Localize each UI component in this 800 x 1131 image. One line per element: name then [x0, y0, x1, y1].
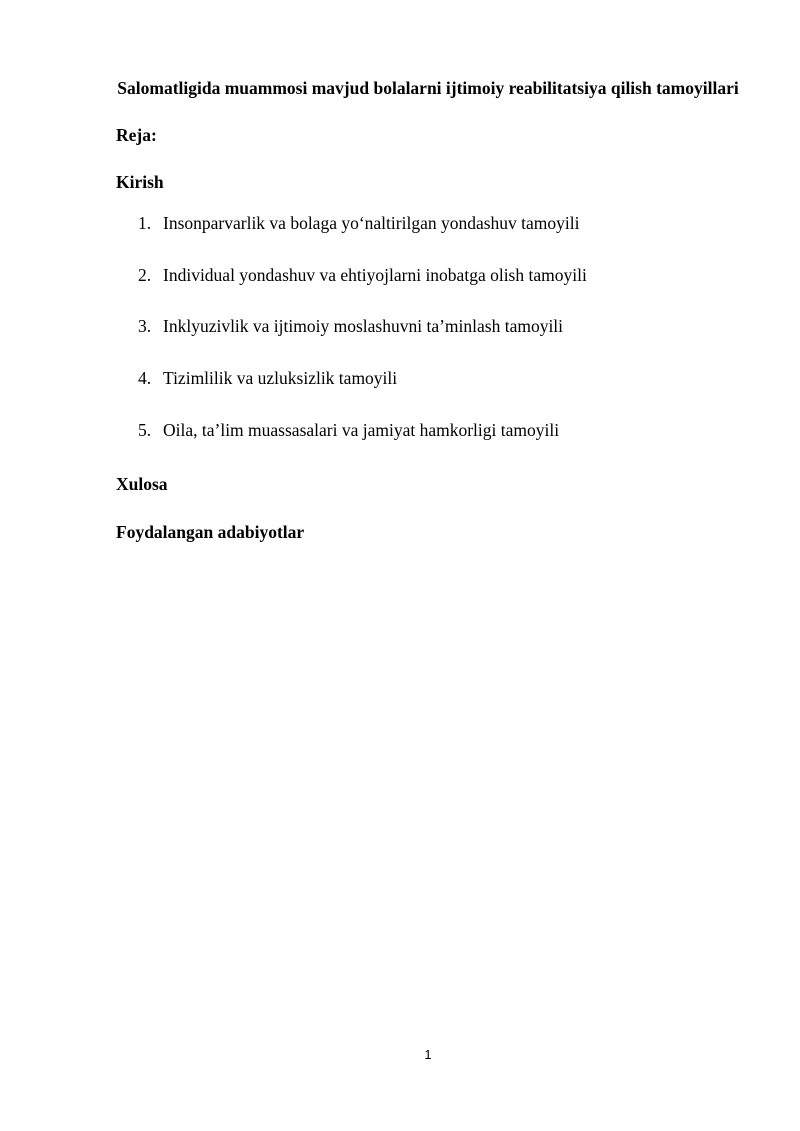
- list-item-text: Inklyuzivlik va ijtimoiy moslashuvni ta’minlash tamoyili: [163, 316, 564, 336]
- list-item-number: 3.: [138, 316, 152, 336]
- list-item-text: Individual yondashuv va ehtiyojlarni inobatga olish tamoyili: [163, 265, 587, 285]
- list-item-text: Tizimlilik va uzluksizlik tamoyili: [163, 368, 398, 388]
- section-references: Foydalangan adabiyotlar: [116, 522, 305, 542]
- page-number: 1: [424, 1047, 432, 1062]
- plan-list-item: [138, 367, 397, 389]
- plan-list-item: [138, 212, 580, 234]
- list-item-number: 2.: [138, 265, 152, 285]
- plan-list-item: [138, 264, 587, 286]
- list-item-text: Insonparvarlik va bolaga yo‘naltirilgan yondashuv tamoyili: [163, 213, 580, 233]
- list-item-number: 5.: [138, 420, 152, 440]
- list-item-number: 4.: [138, 368, 152, 388]
- section-intro: Kirish: [116, 172, 164, 192]
- document-title: Salomatligida muammosi mavjud bolalarni ijtimoiy reabilitatsiya qilish tamoyillari: [117, 78, 739, 98]
- list-item-text: Oila, ta’lim muassasalari va jamiyat hamkorligi tamoyili: [163, 420, 560, 440]
- plan-label: Reja:: [116, 125, 157, 145]
- list-item-number: 1.: [138, 213, 152, 233]
- plan-list-item: [138, 315, 563, 337]
- section-conclusion: Xulosa: [116, 474, 168, 494]
- plan-list-item: [138, 419, 559, 441]
